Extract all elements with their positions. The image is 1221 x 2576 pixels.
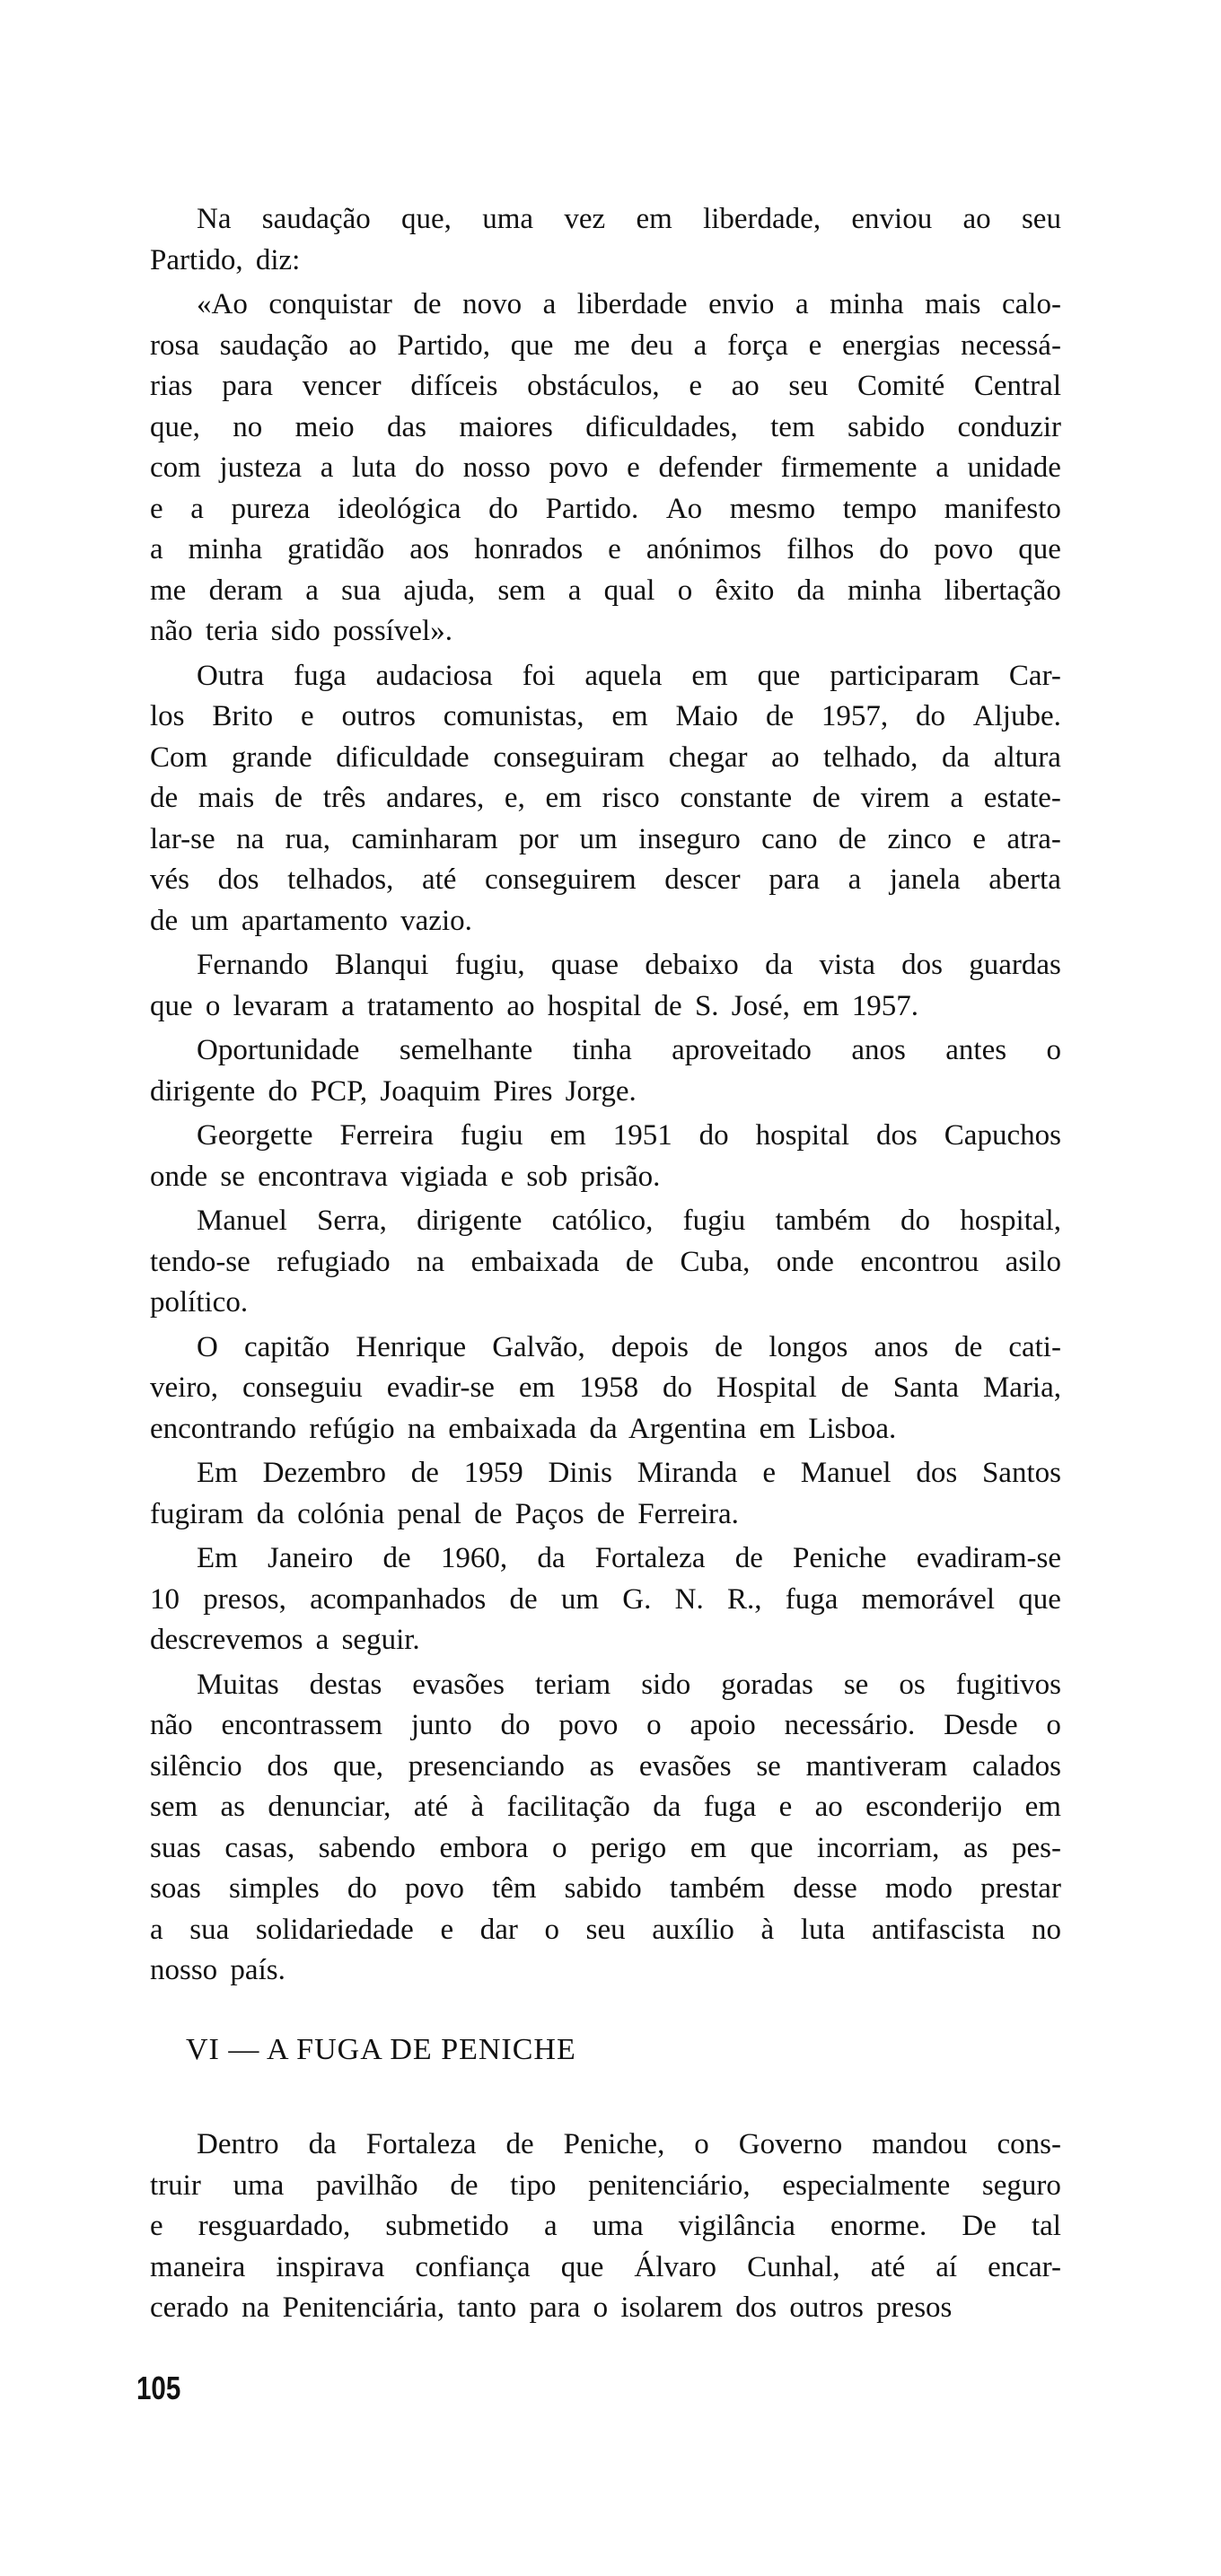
text-line: não encontrassem junto do povo o apoio necessário. Desde o [150,1709,1061,1741]
text-line: lar-se na rua, caminharam por um inseguro cano de zinco e atra- [150,822,1061,855]
text-line: não teria sido possível». [150,615,452,647]
text-line: e a pureza ideológica do Partido. Ao mesmo tempo manifesto [150,492,1061,525]
paragraph [150,285,1061,653]
text-line: Fernando Blanqui fugiu, quase debaixo da vista dos guardas [197,949,1061,981]
text-line: maneira inspirava confiança que Álvaro Cunhal, até aí encar- [150,2250,1061,2283]
text-line: Dentro da Fortaleza de Peniche, o Governo mandou cons- [197,2128,1061,2160]
text-line: Na saudação que, uma vez em liberdade, enviou ao seu [197,203,1061,235]
section-heading: VI — A FUGA DE PENICHE [186,2033,576,2066]
text-line: 10 presos, acompanhados de um G. N. R., fuga memorável que [150,1582,1061,1616]
text-line: Em Dezembro de 1959 Dinis Miranda e Manuel dos Santos [197,1457,1061,1489]
text-line: tendo-se refugiado na embaixada de Cuba, onde encontrou asilo [150,1245,1061,1278]
text-line: silêncio dos que, presenciando as evasões se mantiveram calados [150,1749,1061,1783]
text-line: los Brito e outros comunistas, em Maio de 1957, do Aljube. [150,700,1061,732]
text-line: suas casas, sabendo embora o perigo em que incorriam, as pes- [150,1831,1061,1864]
body-text-after-heading [150,2125,1061,2329]
paragraph [150,1453,1061,1535]
text-line: e resguardado, submetido a uma vigilância enorme. De tal [150,2210,1061,2242]
text-line: truir uma pavilhão de tipo penitenciário, especialmente seguro [150,2169,1061,2202]
text-line: O capitão Henrique Galvão, depois de longos anos de cati- [197,1330,1061,1363]
text-line: Oportunidade semelhante tinha aproveitado anos antes o [197,1034,1061,1066]
text-line: Outra fuga audaciosa foi aquela em que participaram Car- [197,659,1061,692]
text-line: fugiram da colónia penal de Paços de Ferreira. [150,1497,739,1530]
text-line: soas simples do povo têm sabido também desse modo prestar [150,1872,1061,1905]
text-line: Manuel Serra, dirigente católico, fugiu também do hospital, [197,1205,1061,1237]
paragraph [150,1030,1061,1112]
paragraph [150,199,1061,281]
paragraph [150,1116,1061,1197]
paragraph [150,2125,1061,2329]
text-line: político. [150,1286,249,1319]
paragraph [150,1327,1061,1450]
text-line: que, no meio das maiores dificuldades, tem sabido conduzir [150,410,1061,443]
text-line: Com grande dificuldade conseguiram chegar ao telhado, da altura [150,740,1061,774]
text-line: dirigente do PCP, Joaquim Pires Jorge. [150,1074,637,1108]
text-line: nosso país. [150,1954,285,1986]
text-line: me deram a sua ajuda, sem a qual o êxito da minha libertação [150,574,1061,607]
text-line: Em Janeiro de 1960, da Fortaleza de Peniche evadiram-se [197,1542,1061,1574]
paragraph [150,656,1061,942]
paragraph [150,945,1061,1027]
text-line: «Ao conquistar de novo a liberdade envio a minha mais calo- [197,288,1061,320]
text-line: de um apartamento vazio. [150,904,472,937]
text-line: descrevemos a seguir. [150,1624,420,1656]
page-number: 105 [136,2370,181,2406]
text-line: encontrando refúgio na embaixada da Argentina em Lisboa. [150,1412,897,1445]
text-line: de mais de três andares, e, em risco constante de virem a estate- [150,782,1061,814]
text-line: rosa saudação ao Partido, que me deu a força e energias necessá- [150,329,1061,362]
paragraph [150,1538,1061,1661]
text-line: rias para vencer difíceis obstáculos, e ao seu Comité Central [150,370,1061,402]
text-line: com justeza a luta do nosso povo e defender firmemente a unidade [150,451,1061,484]
body-text-before-heading [150,199,1061,1992]
paragraph [150,1665,1061,1992]
paragraph [150,1201,1061,1324]
text-line: onde se encontrava vigiada e sob prisão. [150,1160,661,1193]
text-line: veiro, conseguiu evadir-se em 1958 do Hospital de Santa Maria, [150,1371,1061,1404]
text-line: que o levaram a tratamento ao hospital de S. José, em 1957. [150,989,918,1022]
text-line: a sua solidariedade e dar o seu auxílio à luta antifascista no [150,1913,1061,1946]
text-line: a minha gratidão aos honrados e anónimos filhos do povo que [150,533,1061,565]
text-line: vés dos telhados, até conseguirem descer para a janela aberta [150,863,1061,896]
text-line: sem as denunciar, até à facilitação da fuga e ao esconderijo em [150,1791,1061,1823]
text-line: Muitas destas evasões teriam sido goradas se os fugitivos [197,1668,1061,1701]
text-line: Partido, diz: [150,243,301,276]
text-line: cerado na Penitenciária, tanto para o isolarem dos outros presos [150,2291,953,2324]
text-line: Georgette Ferreira fugiu em 1951 do hospital dos Capuchos [197,1119,1061,1152]
